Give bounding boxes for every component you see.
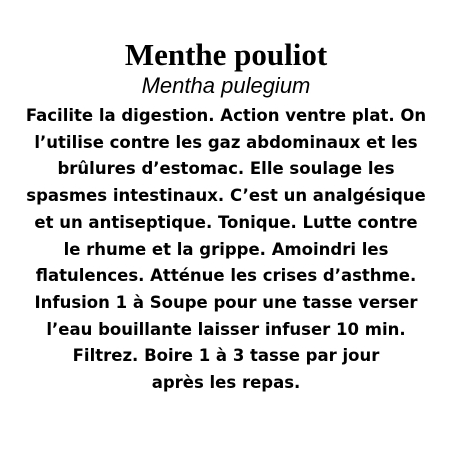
description-line: et un antiseptique. Tonique. Lutte contre	[34, 212, 418, 232]
description-line: l’utilise contre les gaz abdominaux et les	[34, 132, 418, 152]
latin-name-subtitle: Mentha pulegium	[141, 73, 311, 98]
description-line: brûlures d’estomac. Elle soulage les	[57, 159, 395, 179]
description-line: après les repas.	[151, 373, 301, 393]
description-line: Infusion 1 à Soupe pour une tasse verser	[34, 292, 418, 312]
page-title: Menthe pouliot	[124, 37, 328, 72]
description-line: l’eau bouillante laisser infuser 10 min.	[46, 319, 406, 339]
description-line: le rhume et la grippe. Amoindri les	[63, 239, 389, 259]
description-line: flatulences. Atténue les crises d’asthme.	[35, 266, 417, 286]
description-line: spasmes intestinaux. C’est un analgésique	[26, 186, 426, 206]
description-line: Facilite la digestion. Action ventre plat. On	[25, 106, 427, 125]
description-line: Filtrez. Boire 1 à 3 tasse par jour	[72, 346, 380, 366]
description-text	[0, 103, 452, 397]
